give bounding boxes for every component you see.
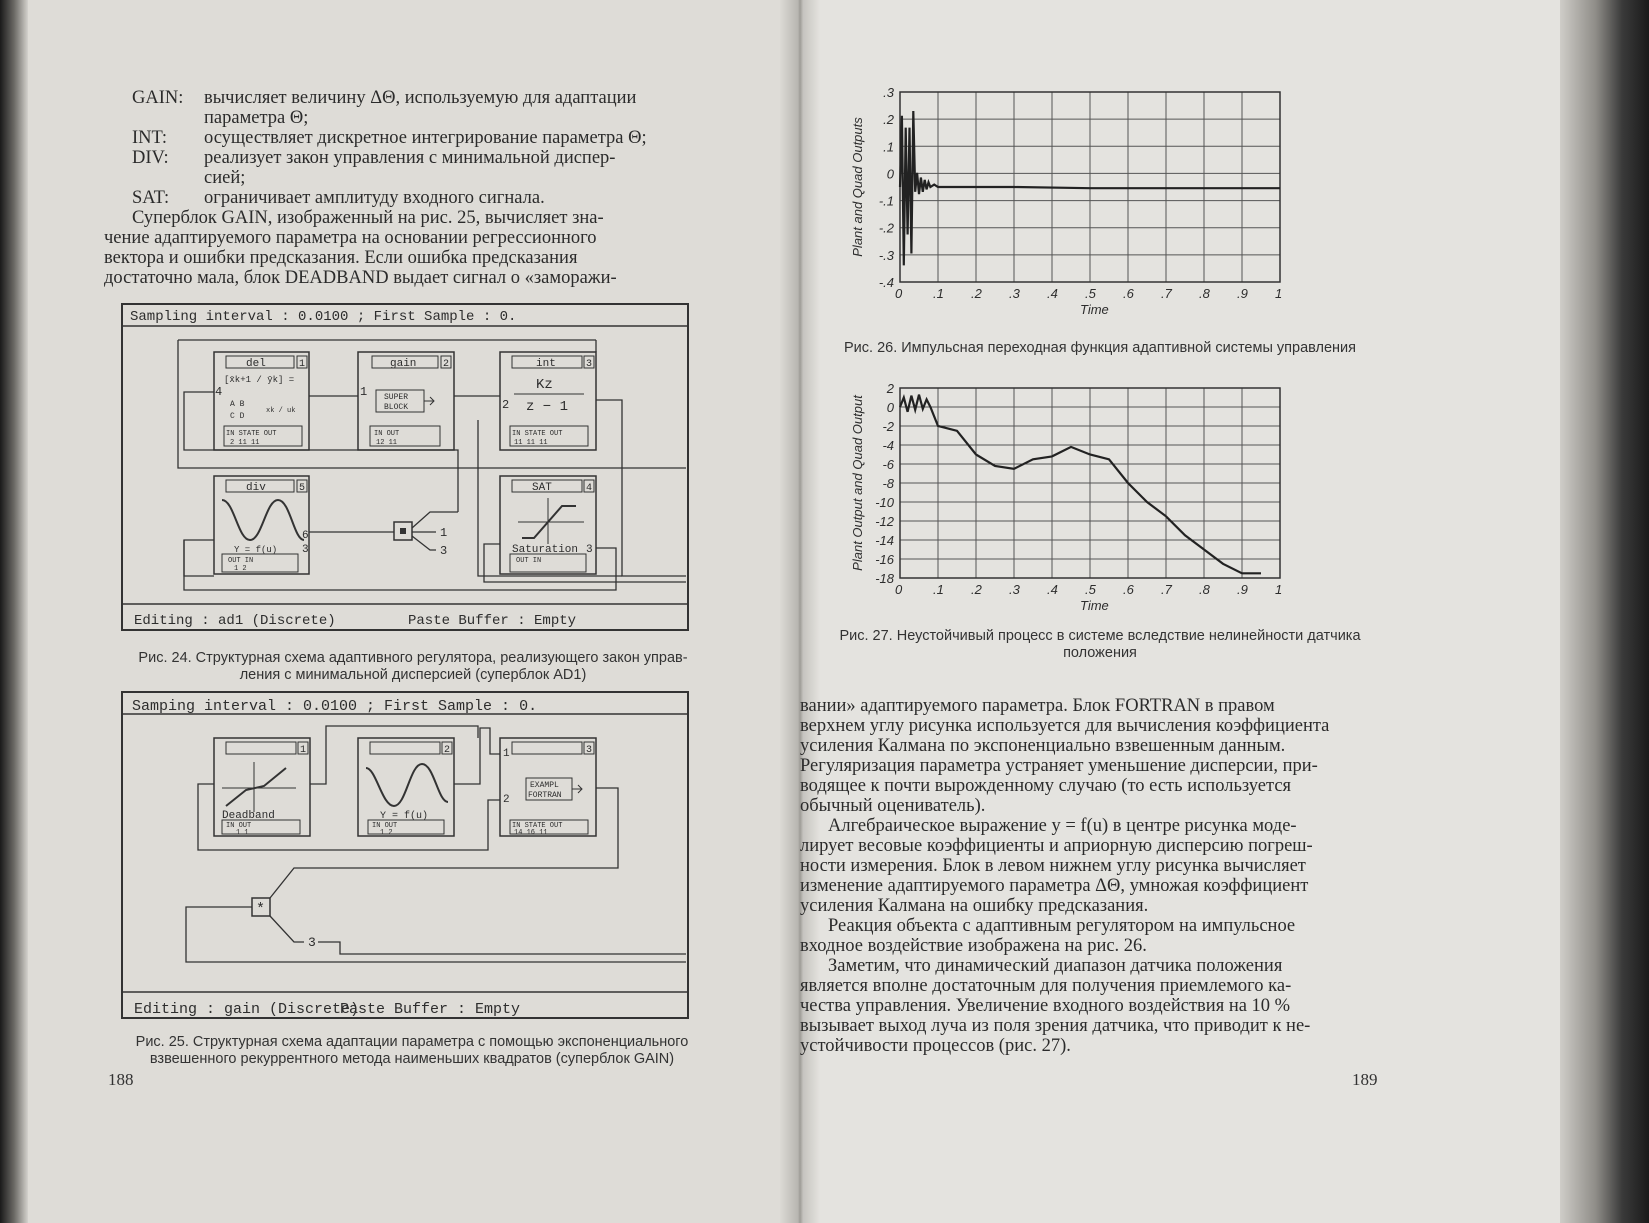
y-tick-label: 2 bbox=[886, 381, 894, 396]
x-tick-label: 0 bbox=[895, 286, 903, 301]
def-text-gain-cont: параметра Θ; bbox=[204, 108, 309, 128]
fig24-caption-line2: ления с минимальной дисперсией (суперблок AD1) bbox=[239, 667, 587, 683]
block-int-formula-top: Kz bbox=[536, 377, 553, 393]
text-line: чение адаптируемого параметра на основании регрессионного bbox=[104, 228, 597, 248]
block-gain-counts: 12 11 bbox=[376, 439, 398, 447]
y-tick-label: -18 bbox=[875, 571, 894, 586]
text-line: Реакция объекта с адаптивным регулятором на импульсное bbox=[828, 916, 1296, 936]
block-sat-label: Saturation bbox=[512, 544, 579, 556]
block-func bbox=[358, 738, 454, 837]
block-fortran bbox=[500, 738, 596, 837]
chart-grid bbox=[900, 388, 1280, 578]
def-term-sat: SAT: bbox=[132, 188, 170, 208]
x-tick-label: .8 bbox=[1199, 286, 1210, 301]
x-tick-label: 1 bbox=[1275, 582, 1283, 597]
y-tick-label: -14 bbox=[875, 533, 894, 548]
def-term-gain: GAIN: bbox=[132, 88, 184, 108]
text-line: водящее к почти вырожденному случаю (то есть используется bbox=[800, 776, 1292, 796]
block-del-counts: 2 11 11 bbox=[230, 439, 260, 447]
fig24-header-text: Sampling interval : 0.0100 ; First Sample : 0. bbox=[130, 309, 517, 325]
y-tick-label: -.2 bbox=[878, 220, 894, 236]
block-int bbox=[500, 352, 596, 450]
x-tick-label: .3 bbox=[1009, 582, 1020, 597]
figure-25-diagram bbox=[118, 688, 698, 1026]
sine-wave-icon bbox=[222, 500, 304, 540]
block-del-name: del bbox=[246, 358, 266, 370]
fig25-caption-line1: Рис. 25. Структурная схема адаптации параметра с помощью экспоненциального bbox=[135, 1034, 689, 1050]
text-line: верхнем углу рисунка используется для вычисления коэффициента bbox=[800, 716, 1330, 736]
x-tick-label: 1 bbox=[1275, 286, 1283, 301]
x-tick-label: .9 bbox=[1237, 286, 1248, 301]
left-page-edge bbox=[0, 0, 28, 1223]
fig25-header-text: Samping interval : 0.0100 ; First Sample : 0. bbox=[132, 698, 538, 715]
fig25-frame bbox=[122, 692, 688, 1018]
block-sat-pin3: 3 bbox=[586, 544, 593, 556]
right-page-edge bbox=[1560, 0, 1649, 1223]
block-div-counts: 1 2 bbox=[234, 565, 247, 573]
block-gain-in: 1 bbox=[360, 385, 368, 399]
x-tick-label: .5 bbox=[1085, 582, 1096, 597]
x-tick-label: 0 bbox=[895, 582, 903, 597]
x-tick-label: .9 bbox=[1237, 582, 1248, 597]
text-line: ности измерения. Блок в левом нижнем углу рисунка вычисляет bbox=[800, 856, 1306, 876]
text-line: вании» адаптируемого параметра. Блок FORTRAN в правом bbox=[800, 696, 1275, 716]
fig26-caption: Рис. 26. Импульсная переходная функция адаптивной системы управления bbox=[843, 340, 1356, 356]
block-int-name: int bbox=[536, 358, 556, 370]
block-del-in: 4 bbox=[215, 385, 223, 399]
block-del-vec: xk / uk bbox=[266, 407, 296, 415]
fig27-caption bbox=[800, 628, 1400, 662]
x-tick-label: .6 bbox=[1123, 286, 1134, 301]
x-tick-label: .2 bbox=[971, 286, 982, 301]
block-int-in: 2 bbox=[502, 398, 510, 412]
x-tick-label: .3 bbox=[1009, 286, 1020, 301]
block-sat bbox=[500, 476, 596, 574]
def-text-div: реализует закон управления с минимальной диспер- bbox=[204, 148, 616, 168]
block-gain-ports: IN OUT bbox=[374, 430, 400, 438]
figure-26-chart bbox=[840, 82, 1300, 322]
y-tick-label: .3 bbox=[883, 85, 894, 100]
text-line: Суперблок GAIN, изображенный на рис. 25, вычисляет зна- bbox=[132, 208, 604, 228]
block-del-num: 1 bbox=[299, 359, 306, 370]
text-line: Заметим, что динамический диапазон датчика положения bbox=[828, 956, 1283, 976]
text-line: достаточно мала, блок DEADBAND выдает сигнал о «заморажи- bbox=[104, 268, 617, 288]
fig27-caption-line1: Рис. 27. Неустойчивый процесс в системе вследствие нелинейности датчика bbox=[839, 628, 1361, 644]
multiplier-symbol: * bbox=[256, 901, 266, 918]
sine-wave-icon bbox=[366, 764, 448, 806]
text-line: усиления Калмана на ошибку предсказания. bbox=[800, 896, 1149, 916]
block-div bbox=[214, 476, 309, 574]
text-line: вектора и ошибки предсказания. Если ошибка предсказания bbox=[104, 248, 578, 268]
block-int-counts: 11 11 11 bbox=[514, 439, 548, 447]
block-func-formula: Y = f(u) bbox=[380, 811, 429, 822]
text-line: обычный оцениватель). bbox=[800, 796, 986, 816]
x-tick-label: .4 bbox=[1047, 286, 1058, 301]
y-tick-label: -12 bbox=[875, 514, 894, 529]
y-axis-label: Plant Output and Quad Output bbox=[850, 395, 865, 571]
block-div-pin6: 6 bbox=[302, 530, 309, 542]
y-tick-label: -8 bbox=[882, 476, 894, 491]
block-sat-num: 4 bbox=[586, 483, 593, 494]
block-deadband-counts: 1 1 bbox=[236, 829, 249, 837]
block-del-ports: IN STATE OUT bbox=[226, 430, 277, 438]
y-tick-label: -.4 bbox=[878, 275, 894, 290]
block-int-formula-bottom: z − 1 bbox=[526, 399, 569, 415]
deadband-curve-icon bbox=[226, 768, 286, 806]
block-del-matrix-top: [x̄k+1 / ȳk] = bbox=[224, 375, 295, 385]
text-line: усиления Калмана по экспоненциально взвешенным данным. bbox=[800, 736, 1286, 756]
block-deadband-label: Deadband bbox=[222, 810, 275, 822]
mux-out-1: 1 bbox=[440, 526, 448, 540]
fig24-frame bbox=[122, 304, 688, 630]
y-tick-label: 0 bbox=[886, 166, 894, 182]
text-line: является вполне достаточным для получения приемлемого ка- bbox=[800, 976, 1292, 996]
y-tick-label: -16 bbox=[875, 552, 894, 567]
x-tick-label: .1 bbox=[933, 582, 944, 597]
block-div-name: div bbox=[246, 482, 266, 494]
x-tick-label: .7 bbox=[1161, 286, 1172, 301]
fig25-footer-buffer: Paste Buffer : Empty bbox=[340, 1001, 521, 1018]
mux-out-3: 3 bbox=[440, 544, 448, 558]
fig25-caption bbox=[104, 1034, 720, 1068]
y-tick-label: -10 bbox=[875, 495, 894, 510]
block-fortran-counts: 14 16 11 bbox=[514, 829, 548, 837]
block-gain-name: gain bbox=[390, 358, 417, 370]
text-line: лирует весовые коэффициенты и априорную дисперсию погреш- bbox=[800, 836, 1313, 856]
y-tick-label: -2 bbox=[882, 419, 894, 434]
block-div-num: 5 bbox=[299, 483, 306, 494]
block-deadband-ports: IN OUT bbox=[226, 822, 252, 830]
block-fortran-in2: 2 bbox=[503, 794, 510, 806]
fig27-caption-line2: положения bbox=[1063, 645, 1137, 661]
y-tick-label: 0 bbox=[886, 400, 894, 415]
fig25-wires bbox=[186, 726, 686, 962]
y-tick-label: -.3 bbox=[878, 247, 894, 263]
text-line: чества управления. Увеличение входного воздействия на 10 % bbox=[800, 996, 1291, 1016]
block-fortran-num: 3 bbox=[586, 745, 593, 756]
y-tick-label: .1 bbox=[883, 139, 894, 155]
block-int-ports: IN STATE OUT bbox=[512, 430, 563, 438]
def-text-sat: ограничивает амплитуду входного сигнала. bbox=[204, 188, 545, 208]
text-line: устойчивости процессов (рис. 27). bbox=[800, 1036, 1071, 1056]
x-axis-label: Time bbox=[1080, 598, 1109, 613]
text-line: изменение адаптируемого параметра ΔΘ, умножая коэффициент bbox=[800, 876, 1309, 896]
def-term-div: DIV: bbox=[132, 148, 169, 168]
x-tick-label: .4 bbox=[1047, 582, 1058, 597]
figure-24-diagram bbox=[118, 300, 698, 640]
page-number-left: 188 bbox=[108, 1070, 134, 1089]
fig24-caption-line1: Рис. 24. Структурная схема адаптивного регулятора, реализующего закон управ- bbox=[138, 650, 688, 666]
block-deadband-num: 1 bbox=[300, 745, 307, 756]
multiplier-pin3: 3 bbox=[308, 935, 316, 950]
x-tick-label: .8 bbox=[1199, 582, 1210, 597]
page-number-right: 189 bbox=[1352, 1070, 1378, 1089]
block-func-num: 2 bbox=[444, 745, 451, 756]
x-tick-label: .6 bbox=[1123, 582, 1134, 597]
block-fortran-in1: 1 bbox=[503, 748, 510, 760]
fig24-footer-editing: Editing : ad1 (Discrete) bbox=[134, 613, 336, 629]
block-sat-ports: OUT IN bbox=[516, 557, 542, 565]
block-gain-inner-2: BLOCK bbox=[384, 403, 409, 412]
y-axis-label: Plant and Quad Outputs bbox=[850, 117, 865, 257]
text-line: Алгебраическое выражение y = f(u) в центре рисунка моде- bbox=[828, 816, 1297, 836]
block-del-matrix-c: C D bbox=[230, 412, 245, 421]
def-term-int: INT: bbox=[132, 128, 168, 148]
text-line: Регуляризация параметра устраняет уменьшение дисперсии, при- bbox=[800, 756, 1318, 776]
block-deadband bbox=[214, 738, 310, 837]
block-sat-name: SAT bbox=[532, 482, 552, 494]
block-fortran-ports: IN STATE OUT bbox=[512, 822, 563, 830]
def-text-div-cont: сией; bbox=[204, 168, 246, 188]
block-gain bbox=[358, 352, 454, 450]
block-fortran-inner-1: EXAMPL bbox=[530, 781, 559, 790]
block-div-ports: OUT IN bbox=[228, 557, 254, 565]
block-del bbox=[214, 352, 309, 450]
fig24-caption bbox=[108, 650, 718, 684]
text-line: вызывает выход луча из поля зрения датчика, что приводит к не- bbox=[800, 1016, 1311, 1036]
block-fortran-inner-2: FORTRAN bbox=[528, 791, 562, 800]
block-del-matrix-a: A B bbox=[230, 400, 245, 409]
block-func-counts: 1 2 bbox=[380, 829, 393, 837]
x-axis-label: Time bbox=[1080, 302, 1109, 317]
x-tick-label: .2 bbox=[971, 582, 982, 597]
text-line: входное воздействие изображена на рис. 26. bbox=[800, 936, 1147, 956]
def-text-gain: вычисляет величину ΔΘ, используемую для адаптации bbox=[204, 88, 637, 108]
y-tick-label: -.1 bbox=[878, 193, 894, 209]
y-tick-label: -6 bbox=[882, 457, 894, 472]
definitions-list bbox=[132, 88, 722, 208]
block-func-ports: IN OUT bbox=[372, 822, 398, 830]
block-div-formula: Y = f(u) bbox=[234, 545, 278, 555]
figure-27-chart bbox=[840, 378, 1300, 618]
fig25-caption-line2: взвешенного рекуррентного метода наименьших квадратов (суперблок GAIN) bbox=[149, 1051, 675, 1067]
x-tick-label: .5 bbox=[1085, 286, 1096, 301]
x-tick-label: .1 bbox=[933, 286, 944, 301]
block-gain-num: 2 bbox=[443, 359, 450, 370]
fig24-footer-buffer: Paste Buffer : Empty bbox=[408, 613, 577, 629]
x-tick-label: .7 bbox=[1161, 582, 1172, 597]
series-line bbox=[900, 395, 1261, 574]
block-int-num: 3 bbox=[586, 359, 593, 370]
y-tick-label: -4 bbox=[882, 438, 894, 453]
y-tick-label: .2 bbox=[883, 112, 894, 128]
block-div-pin3: 3 bbox=[302, 544, 309, 556]
fig25-footer-editing: Editing : gain (Discrete) bbox=[134, 1001, 360, 1018]
block-gain-inner-1: SUPER bbox=[384, 393, 409, 402]
def-text-int: осуществляет дискретное интегрирование параметра Θ; bbox=[204, 128, 647, 148]
